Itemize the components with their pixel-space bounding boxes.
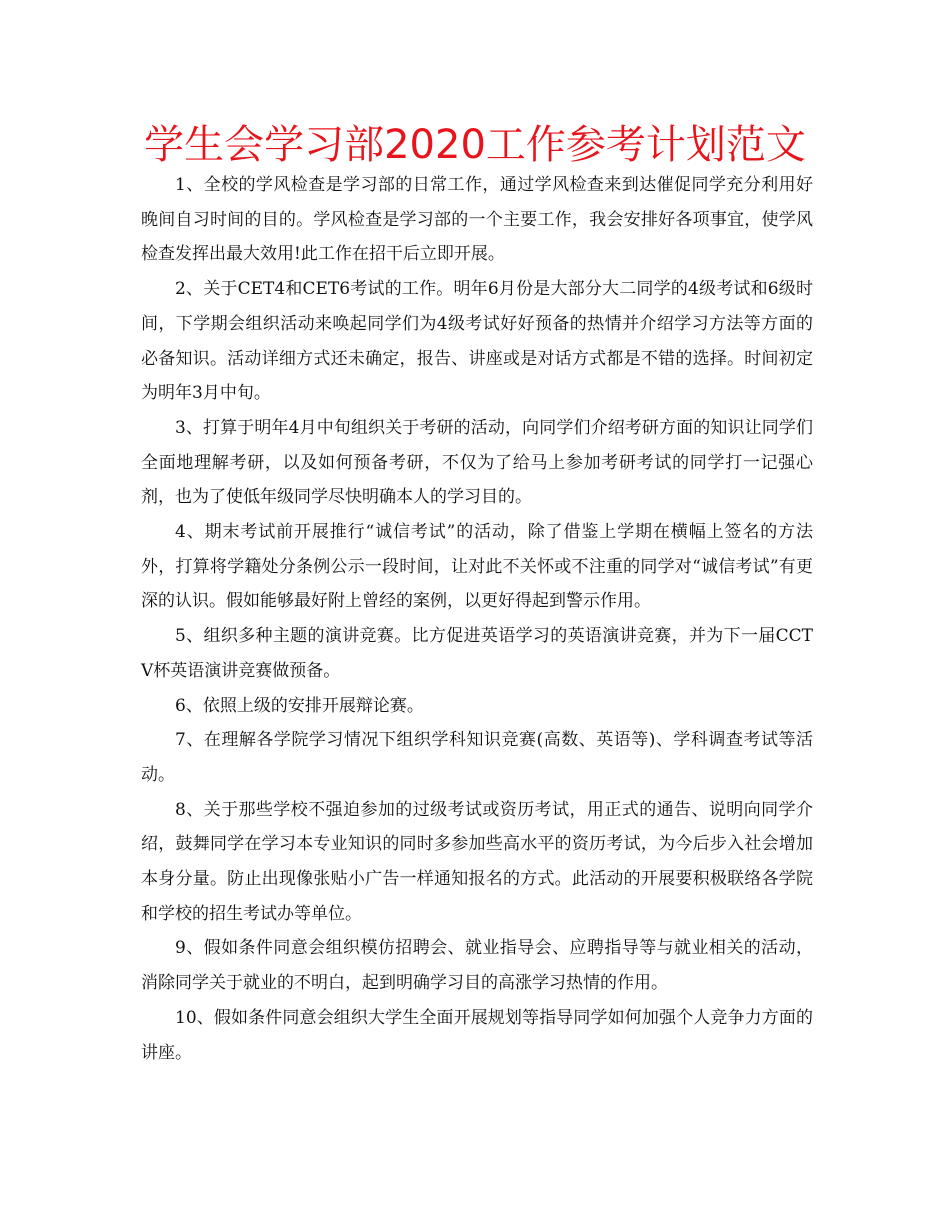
paragraph-2: 2、关于CET4和CET6考试的工作。明年6月份是大部分大二同学的4级考试和6级时间，下学期会组织活动来唤起同学们为4级考试好好预备的热情并介绍学习方法等方面的必备知识。活动详细方式还未确定，报告、讲座或是对话方式都是不错的选择。时间初定为明年3月中旬。	[141, 279, 813, 404]
paragraph-3: 3、打算于明年4月中旬组织关于考研的活动，向同学们介绍考研方面的知识让同学们全面地理解考研，以及如何预备考研，不仅为了给马上参加考研考试的同学打一记强心剂，也为了使低年级同学尽快明确本人的学习目的。	[141, 417, 813, 508]
paragraph-5: 5、组织多种主题的演讲竞赛。比方促进英语学习的英语演讲竞赛，并为下一届CCTV杯英语演讲竞赛做预备。	[141, 626, 813, 681]
paragraph-9: 9、假如条件同意会组织模仿招聘会、就业指导会、应聘指导等与就业相关的活动，消除同学关于就业的不明白，起到明确学习目的高涨学习热情的作用。	[141, 938, 813, 994]
paragraph-10: 10、假如条件同意会组织大学生全面开展规划等指导同学如何加强个人竞争力方面的讲座。	[141, 1007, 813, 1063]
paragraph-8: 8、关于那些学校不强迫参加的过级考试或资历考试，用正式的通告、说明向同学介绍，鼓舞同学在学习本专业知识的同时多参加些高水平的资历考试，为今后步入社会增加本身分量。防止出现像张贴小广告一样通知报名的方式。此活动的开展要积极联络各学院和学校的招生考试办等单位。	[141, 799, 813, 924]
paragraph-7: 7、在理解各学院学习情况下组织学科知识竞赛(高数、英语等)、学科调查考试等活动。	[141, 730, 813, 785]
document-title: 学生会学习部2020工作参考计划范文	[144, 122, 806, 168]
paragraph-6: 6、依照上级的安排开展辩论赛。	[175, 695, 424, 716]
paragraph-4: 4、期末考试前开展推行“诚信考试”的活动，除了借鉴上学期在横幅上签名的方法外，打算将学籍处分条例公示一段时间，让对此不关怀或不注重的同学对“诚信考试”有更深的认识。假如能够最好附上曾经的案例，以更好得起到警示作用。	[141, 522, 813, 612]
document-body	[141, 168, 813, 1070]
paragraph-1: 1、全校的学风检查是学习部的日常工作，通过学风检查来到达催促同学充分利用好晚间自习时间的目的。学风检查是学习部的一个主要工作，我会安排好各项事宜，使学风检查发挥出最大效用!此工作在招干后立即开展。	[141, 175, 813, 265]
